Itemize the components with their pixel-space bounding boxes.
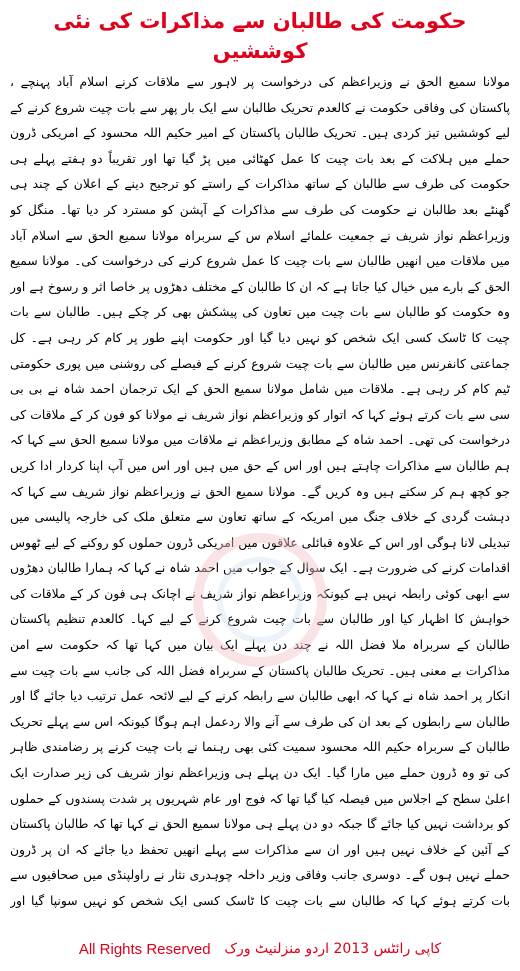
footer-copyright: کاپی رائٹس 2013 اردو منزلنیٹ ورک [224, 941, 442, 957]
footer [0, 934, 520, 964]
article-body: مولانا سمیع الحق نے وزیراعظم کی درخواست پر لاہور سے ملاقات کرنے اسلام آباد پہنچے ، پاکستان کی وفاقی حکومت نے کالعدم تحریک طالبان سے ایک بار پھر سے بات چیت شروع کرنے کے لیے کوششیں تیز کردی ہیں۔ تحریک طالبان پاکستان کے امیر حکیم اللہ محسود کے امریکی ڈرون حملے میں ہلاکت کے بعد بات چیت کا عمل کھٹائی میں پڑ گیا تھا اور تقریباً دو ہفتے پہلے ہی حکومت کی طرف سے طالبان کے ساتھ مذاکرات کے راستے کو ترجیح دینے کے اعلان کے چند ہی گھنٹے بعد طالبان نے حکومت کی طرف سے مذاکرات کے آپشن کو مسترد کر دیا تھا۔ منگل کو وزیراعظم نواز شریف نے جمعیت علمائے اسلام س کے سربراہ مولانا سمیع الحق سے اسلام آباد میں ملاقات میں انھیں طالبان سے بات چیت کا عمل شروع کرنے کی درخواست کی۔ مولانا سمیع الحق کے بارے میں خیال کیا جاتا ہے کہ ان کا طالبان کے مختلف دھڑوں پر خاصا اثر و رسوخ ہے اور وہ حکومت کو طالبان سے بات چیت میں تعاون کی پیشکش بھی کر چکے ہیں۔ طالبان سے بات چیت کا ٹاسک کسی ایک شخص کو نہیں دیا گیا اور حکومت اپنے طور پر کام کر رہی ہے۔ کل جماعتی کانفرنس میں طالبان سے بات چیت شروع کرنے کے فیصلے کی روشنی میں پوری حکومتی ٹیم کام کر رہی ہے۔ ملاقات میں شامل مولانا سمیع الحق کے ایک ترجمان احمد شاہ نے بی بی سی سے بات کرتے ہوئے کہا کہ اتوار کو وزیراعظم نواز شریف نے مولانا کو فون کر کے ملاقات کی درخواست کی تھی۔ احمد شاہ کے مطابق وزیراعظم نے ملاقات میں مولانا سمیع الحق سے کہا کہ ہم طالبان سے مذاکرات چاہتے ہیں اور اس کے حق میں ہیں اور اس میں آپ اپنا کردار ادا کریں جو کچھ ہم کر سکتے ہیں وہ کریں گے۔ مولانا سمیع الحق نے وزیراعظم نواز شریف سے کہا کہ دہشت گردی کے خلاف جنگ میں امریکہ کے ساتھ تعاون سے متعلق ملک کی خارجہ پالیسی میں تبدیلی لانا ہوگی اور اس کے علاوہ قبائلی علاقوں میں امریکی ڈرون حملوں کو روکنے کے لیے ٹھوس اقدامات کرنے کی ضرورت ہے۔ ایک سوال کے جواب میں احمد شاہ نے کہا کہ ہمارا طالبان دھڑوں سے ابھی کوئی رابطہ نہیں ہے کیونکہ وزیراعظم نواز شریف نے اچانک ہی فون کر کے ملاقات کی خواہش کا اظہار کیا اور طالبان سے بات چیت شروع کرنے کے لیے کہا۔ کالعدم تنظیم پاکستان طالبان کے سربراہ ملا فضل اللہ نے چند دن پہلے ایک بیان میں کہا تھا کہ حکومت سے امن مذاکرات بے معنی ہیں۔ تحریک طالبان پاکستان کے سربراہ فضل اللہ کی جانب سے بات چیت سے انکار پر احمد شاہ نے کہا کہ ابھی طالبان سے رابطہ کرنے کے لیے لائحہ عمل ترتیب دیا جائے گا اور طالبان سے رابطوں کے بعد ان کی طرف سے آنے والا ردعمل اہم ہوگا کیونکہ اس سے پہلے تحریک طالبان کے سربراہ حکیم اللہ محسود سمیت کئی بھی رہنما نے بات چیت کرنے پر رضامندی ظاہر کی تو وہ ڈرون حملے میں مارا گیا۔ ایک دن پہلے ہی وزیراعظم نواز شریف کی زیر صدارت ایک اعلیٰ سطح کے اجلاس میں فیصلہ کیا گیا تھا کہ فوج اور عام شہریوں پر شدت پسندوں کے حملوں کو برداشت نہیں کیا جائے گا جبکہ دو دن پہلے ہی مولانا سمیع الحق نے کہا تھا کہ طالبان پاکستان کے آئین کے خلاف نہیں ہیں اور ان سے مذاکرات سے پہلے انھیں تحفظ دیا جائے کہ ان پر ڈرون حملے نہیں ہوں گے۔ دوسری جانب وفاقی وزیر داخلہ چوہدری نثار نے راولپنڈی میں صحافیوں سے بات کرتے ہوئے کہا کہ طالبان سے بات چیت کا ٹاسک کسی ایک شخص کو نہیں سونپا گیا اور [10, 75, 510, 908]
footer-rights: All Rights Reserved [78, 940, 211, 958]
article-title: حکومت کی طالبان سے مذاکرات کی نئی کوششیں [53, 9, 467, 63]
